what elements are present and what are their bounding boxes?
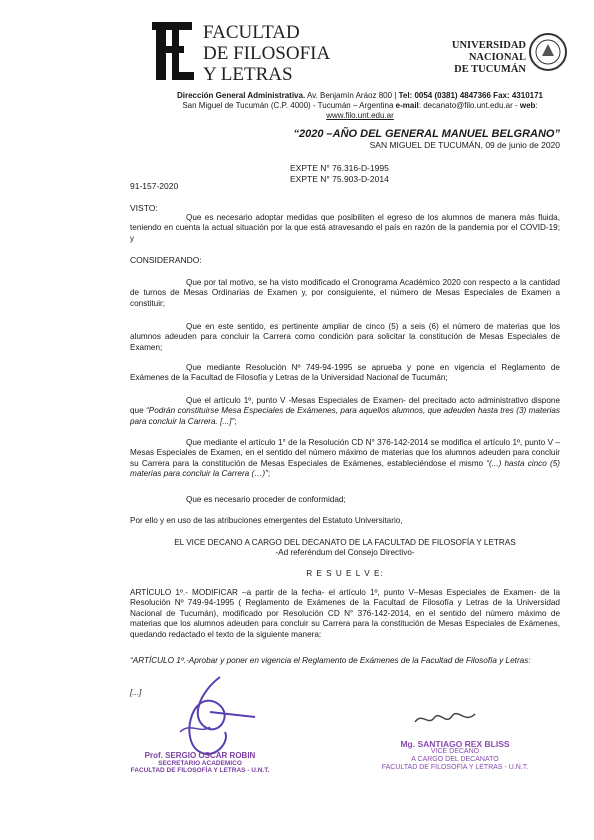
authority-line: EL VICE DECANO A CARGO DEL DECANATO DE LA FACULTAD DE FILOSOFÍA Y LETRAS -Ad referéndum del Consejo Directivo- (174, 538, 516, 558)
year-motto: “2020 –AÑO DEL GENERAL MANUEL BELGRANO” (293, 128, 560, 140)
considerando-2: Que en este sentido, es pertinente ampliar de cinco (5) a seis (6) el número de materias que los alumnos adeuden para concluir la Carrera como condición para solicitar la constitución de Mesas Especiales de Examen; (130, 322, 560, 352)
considerando-4: Que el artículo 1º, punto V -Mesas Especiales de Examen- del precitado acto administrativo dispone que “Podrán constituirse Mesa Especiales de Exámenes, para aquellos alumnos, que adeuden hasta tres (3) materias para concluir la Carrera. [...]”; (130, 396, 560, 426)
quoted-article: “ARTÍCULO 1º.-Aprobar y poner en vigencia el Reglamento de Exámenes de la Facultad de Filosofía y Letras: (130, 656, 531, 665)
considerando-7: Por ello y en uso de las atribuciones emergentes del Estatuto Universitario, (130, 516, 403, 525)
website-link[interactable]: www.filo.unt.edu.ar (326, 111, 394, 120)
right-signature-icon (410, 704, 480, 734)
considerando-5: Que mediante el artículo 1° de la Resolución CD N° 376-142-2014 se modifica el artículo 1º, punto V – Mesas Especiales de Examen, en el sentido del número máximo de materias que los alumnos adeuden para concluir su Carrera para la constitución de Mesas Especiales de Exámenes, estableciéndose el mismo “(...) hasta cinco (5) materias para concluir la Carrera (…)”; (130, 438, 560, 479)
faculty-name: FACULTAD DE FILOSOFIA Y LETRAS (203, 22, 331, 85)
university-name: UNIVERSIDAD NACIONAL DE TUCUMÁN (451, 40, 526, 75)
expedient-numbers: EXPTE N° 76.316-D-1995 EXPTE N° 75.903-D-2014 (290, 163, 389, 184)
resuelve-heading: R E S U E L V E: (306, 569, 384, 578)
right-signature-stamp: Mg. SANTIAGO REX BLISS VICE DECANO A CARGO DEL DECANATO FACULTAD DE FILOSOFÍA Y LETRAS - U.N.T. (381, 739, 529, 771)
ellipsis: [...] (130, 688, 142, 697)
resolution-code: 91-157-2020 (130, 181, 179, 191)
faculty-logo (150, 20, 196, 82)
visto-text: Que es necesario adoptar medidas que posibiliten el egreso de los alumnos de manera más fluida, teniendo en cuenta la actual situación por la que está atravesando el país en razón de la pandemia por el COVID-19; y (130, 213, 560, 243)
considerando-3: Que mediante Resolución Nº 749-94-1995 se aprueba y pone en vigencia el Reglamento de Exámenes de la Facultad de Filosofía y Letras de la Universidad Nacional de Tucumán; (130, 363, 560, 383)
considerando-6: Que es necesario proceder de conformidad; (186, 495, 346, 504)
left-signature-stamp: Prof. SERGIO OSCAR ROBIN SECRETARIO ACADEMICO FACULTAD DE FILOSOFÍA Y LETRAS - U.N.T. (130, 751, 270, 774)
considerando-1: Que por tal motivo, se ha visto modificado el Cronograma Académico 2020 con respecto a la cantidad de turnos de Mesas Ordinarias de Examen y, por consiguiente, el número de Mesas Especiales de Examen a constituir; (130, 278, 560, 308)
university-seal-icon (528, 32, 568, 72)
left-signature-icon (160, 672, 280, 762)
administrative-address: Dirección General Administrativa. Av. Benjamín Aráoz 800 | Tel: 0054 (0381) 4847366 Fax: 4310171 San Miguel de Tucumán (C.P. 4000) - Tucumán – Argentina e-mail: decanato@filo.unt.edu.ar - web: www.filo.unt.edu.ar (176, 91, 543, 120)
place-date: SAN MIGUEL DE TUCUMÁN, 09 de junio de 2020 (369, 140, 560, 150)
article-1: ARTÍCULO 1º.- MODIFICAR –a partir de la fecha- el artículo 1º, punto V–Mesas Especiales de Examen- de la Resolución Nº 749-94-1995 ( Reglamento de Exámenes de la Facultad de Filosofía y Letras de la Universidad Nacional de Tucumán), modificado por Resolución CD N° 376-142-2014, en el sentido del número máximo de materias que los alumnos adeuden para concluir su Carrera para la constitución de Mesas Especiales de Exámenes, quedando redactado el texto de la siguiente manera: (130, 588, 560, 639)
considerando-label: CONSIDERANDO: (130, 255, 202, 265)
visto-label: VISTO: (130, 203, 158, 213)
